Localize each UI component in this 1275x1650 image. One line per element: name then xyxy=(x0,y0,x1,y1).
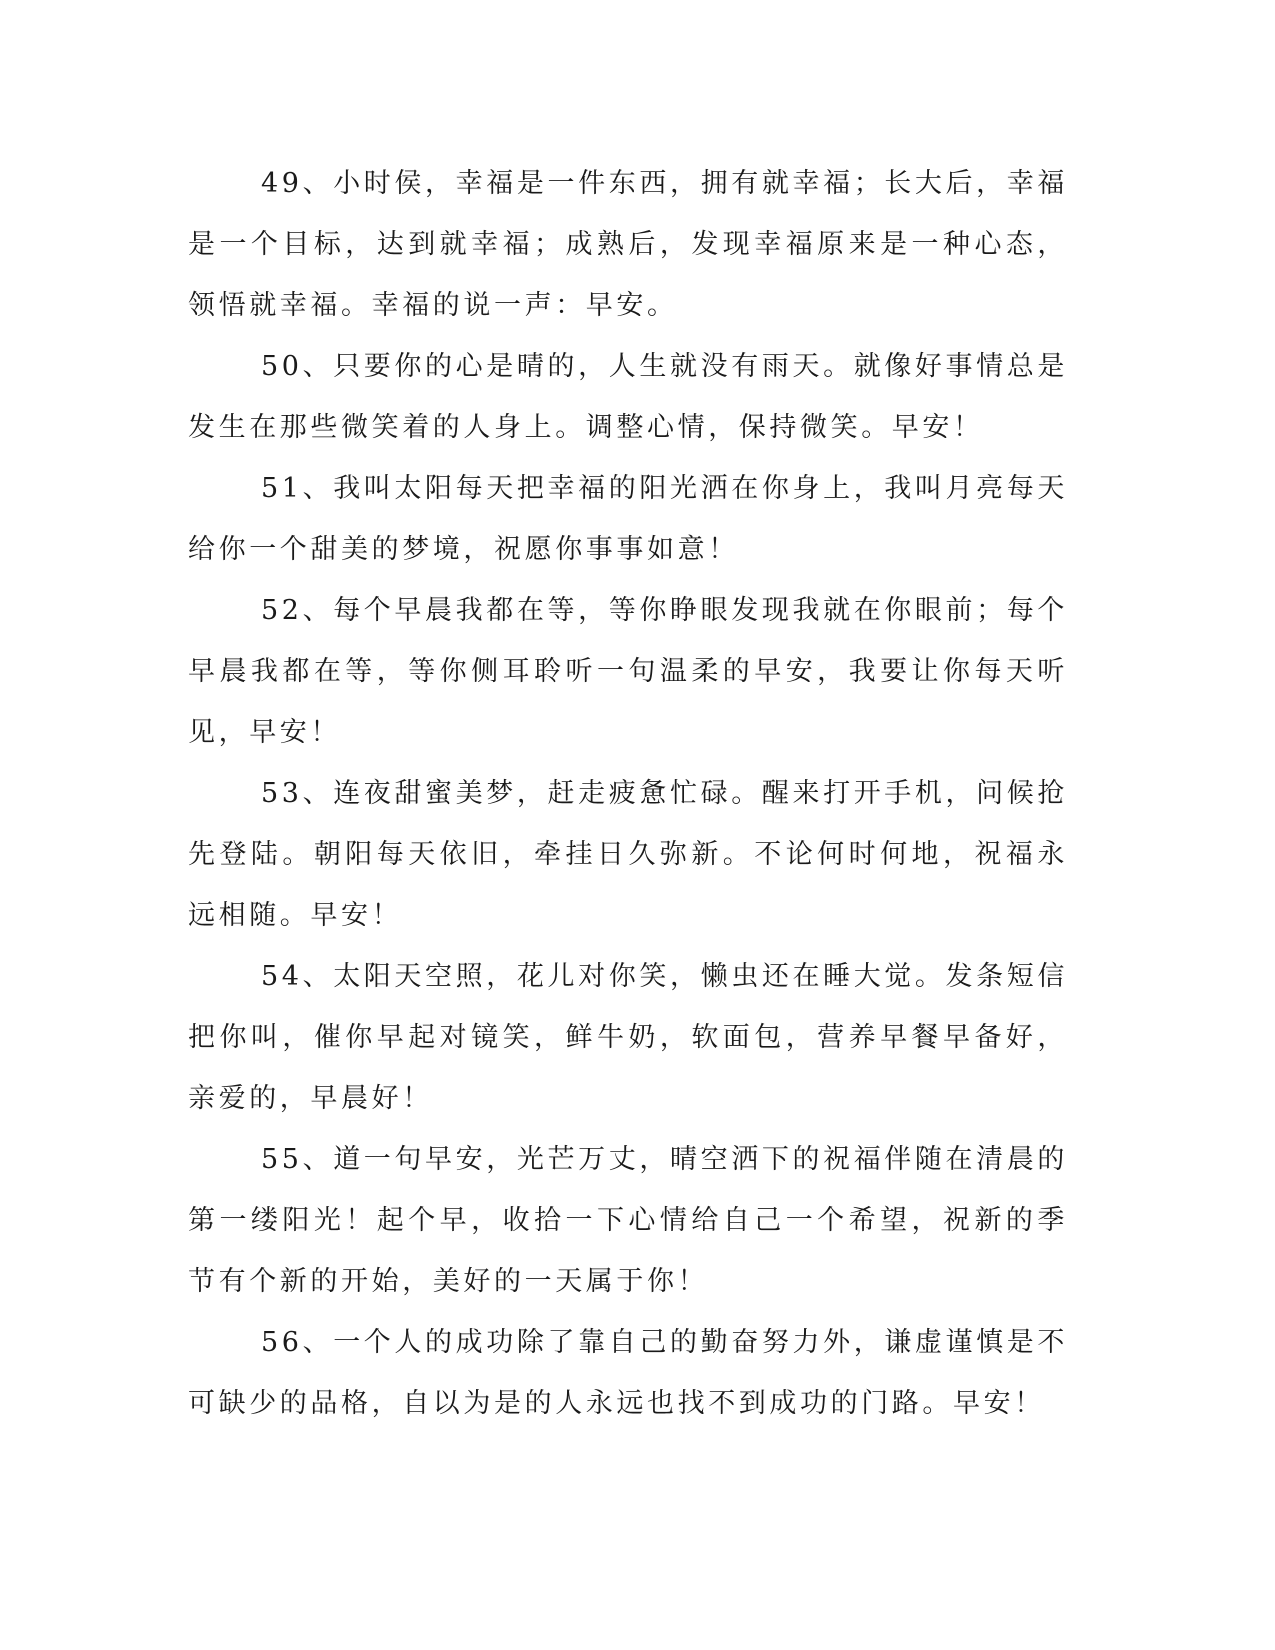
paragraph-52: 52、每个早晨我都在等，等你睁眼发现我就在你眼前；每个早晨我都在等，等你侧耳聆听一句温柔的早安，我要让你每天听见，早安！ xyxy=(188,595,1068,748)
paragraph-51: 51、我叫太阳每天把幸福的阳光洒在你身上，我叫月亮每天给你一个甜美的梦境，祝愿你事事如意！ xyxy=(188,473,1068,565)
paragraph-49: 49、小时侯，幸福是一件东西，拥有就幸福；长大后，幸福是一个目标，达到就幸福；成熟后，发现幸福原来是一种心态，领悟就幸福。幸福的说一声：早安。 xyxy=(188,168,1068,321)
document-body xyxy=(188,153,1068,1434)
paragraph-54: 54、太阳天空照，花儿对你笑，懒虫还在睡大觉。发条短信把你叫，催你早起对镜笑，鲜牛奶，软面包，营养早餐早备好，亲爱的，早晨好！ xyxy=(188,961,1068,1114)
paragraph-53: 53、连夜甜蜜美梦，赶走疲惫忙碌。醒来打开手机，问候抢先登陆。朝阳每天依旧，牵挂日久弥新。不论何时何地，祝福永远相随。早安！ xyxy=(188,778,1068,931)
paragraph-56: 56、一个人的成功除了靠自己的勤奋努力外，谦虚谨慎是不可缺少的品格，自以为是的人永远也找不到成功的门路。早安！ xyxy=(188,1327,1068,1419)
paragraph-55: 55、道一句早安，光芒万丈，晴空洒下的祝福伴随在清晨的第一缕阳光！起个早，收拾一下心情给自己一个希望，祝新的季节有个新的开始，美好的一天属于你！ xyxy=(188,1144,1068,1297)
paragraph-50: 50、只要你的心是晴的，人生就没有雨天。就像好事情总是发生在那些微笑着的人身上。调整心情，保持微笑。早安！ xyxy=(188,351,1068,443)
